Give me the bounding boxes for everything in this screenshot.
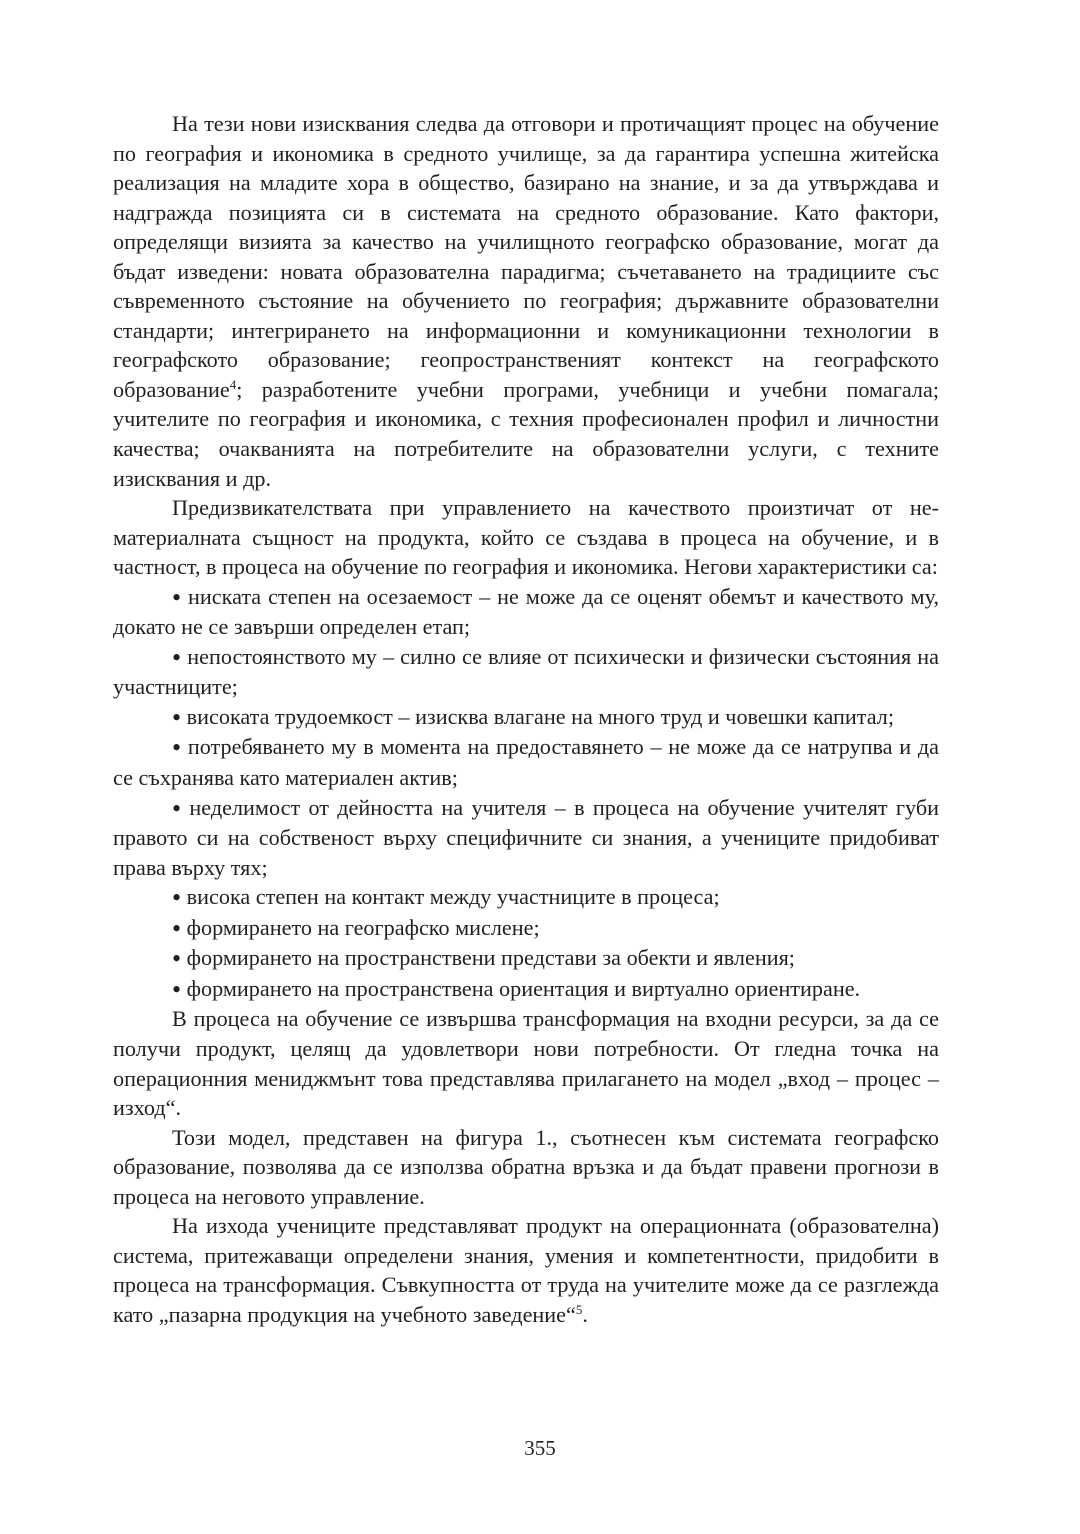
paragraph-5: На изхода учениците представляват продукт на операционната (образователна) система, притежаващи определени знания, умения и компетентности, придобити в процеса на трансформация. Съвкупността от труда на учителите може да се разглежда като „пазарна продукция на учебното заведение“$^5$. bbox=[113, 1213, 939, 1327]
bullet-icon bbox=[172, 915, 181, 940]
bullet-item: • формирането на пространствени представи за обекти и явления; bbox=[113, 943, 939, 974]
bullet-icon bbox=[172, 734, 181, 759]
bullet-item: • неделимост от дейността на учителя – в процеса на обучение учителят губи правото си на собственост върху специфичните си знания, а учениците придобиват права върху тях; bbox=[113, 793, 939, 883]
footnote-ref-5[interactable]: 5 bbox=[575, 1301, 583, 1317]
bullet-icon bbox=[172, 945, 181, 970]
bullet-item: • непостоянството му – силно се влияе от психически и физически състояния на участниците; bbox=[113, 642, 939, 702]
bullet-item: • формирането на пространствена ориентация и виртуално ориентиране. bbox=[113, 974, 939, 1005]
bullet-item: • високата трудоемкост – изисква влагане на много труд и човешки капитал; bbox=[113, 702, 939, 733]
paragraph-3: В процеса на обучение се извършва трансформация на входни ресурси, за да се получи продукт, целящ да удовлетвори нови потребности. От гледна точка на операционния мениджмънт това представлява прилагането на модел „вход – процес – изход“. bbox=[113, 1006, 939, 1121]
footnote-ref-4[interactable]: 4 bbox=[229, 376, 237, 392]
bullet-icon bbox=[172, 644, 181, 669]
bullet-icon bbox=[172, 704, 181, 729]
bullet-icon bbox=[172, 884, 181, 909]
bullet-icon bbox=[172, 976, 181, 1001]
bullet-item: • потребяването му в момента на предоставянето – не може да се натрупва и да се съхранява като материален актив; bbox=[113, 732, 939, 792]
page-number: 355 bbox=[524, 1436, 556, 1460]
page-body bbox=[113, 109, 939, 1329]
bullet-item: • ниската степен на осезаемост – не може да се оценят обемът и качеството му, докато не се завърши определен етап; bbox=[113, 582, 939, 642]
bullet-item: • висока степен на контакт между участниците в процеса; bbox=[113, 882, 939, 913]
bullet-icon bbox=[172, 584, 181, 609]
paragraph-4: Този модел, представен на фигура 1., съотнесен към системата географско образование, позволява да се използва обратна връзка и да бъдат правени прогнози в процеса на неговото управление. bbox=[113, 1124, 939, 1209]
paragraph-1: На тези нови изисквания следва да отговори и протичащият процес на обучение по география и икономика в средното училище, за да гарантира успешна житейска реализация на младите хора в общество, базирано на знание, и за да утвърждава и надгражда позицията си в системата на средното образование. Като фактори, определящи визията за качество на училищното географско образование, могат да бъдат изведени: новата образователна парадигма; съчетаването на традициите със съвременното състояние на обучението по география; държавните образователни стандарти; интегрирането на информационни и комуникационни технологии в географското образование; геопространственият контекст на географското образование$^4$; разработените учебни програми, учебници и учебни помагала; учителите по география и икономика, с техния професионален профил и личностни качества; очакванията на потребителите на образователни услуги, с техните изисквания и др. bbox=[113, 111, 939, 491]
paragraph-2: Предизвикателствата при управлението на качеството произтичат от нематериалната същност на продукта, който се създава в процеса на обучение, и в частност, в процеса на обучение по география и икономика. Негови характеристики са: bbox=[113, 495, 939, 580]
bullet-icon bbox=[172, 795, 181, 820]
bullet-item: • формирането на географско мислене; bbox=[113, 913, 939, 944]
